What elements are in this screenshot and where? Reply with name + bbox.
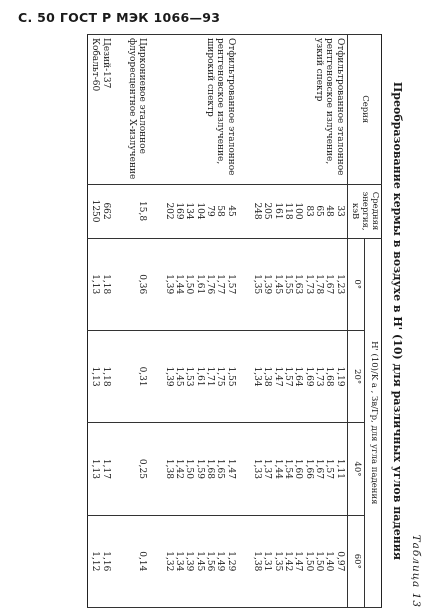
- col-header-angle-40: 40°: [347, 423, 364, 515]
- series-cell: Отфильтрованное эталонное рентгеновское излучение, широкий спектр: [161, 35, 237, 185]
- energy-cell: 15,8: [125, 184, 150, 238]
- value-cell-0: 0,36: [125, 238, 150, 330]
- col-header-group: H' (10)/K а , Зв/Гр, для угла падения: [364, 238, 381, 607]
- value-cell-0: 1,18 1,13: [87, 238, 112, 330]
- energy-cell: 33 48 65 83 100 118 161 205 248: [250, 184, 348, 238]
- table-row: [161, 35, 237, 608]
- series-cell: Отфильтрованное эталонное рентгеновское излучение, узкий спектр: [250, 35, 348, 185]
- table-row: [87, 35, 112, 608]
- rotated-table-block: [12, 34, 424, 608]
- col-header-angle-0: 0°: [347, 238, 364, 330]
- page-header: С. 50 ГОСТ Р МЭК 1066—93: [18, 10, 221, 25]
- table-title: Преобразование кермы в воздухе в H' (10) для различных углов падения: [391, 81, 404, 561]
- col-header-angle-20: 20°: [347, 330, 364, 422]
- value-cell-20: 1,19 1,68 1,73 1,69 1,64 1,57 1,47 1,38 1,34: [250, 330, 348, 422]
- series-cell: Цезий-137 Кобальт-60: [87, 35, 112, 185]
- spacer-row: [238, 35, 250, 608]
- value-cell-20: 0,31: [125, 330, 150, 422]
- table-row: [125, 35, 150, 608]
- series-cell: Циркониевое эталонное флуоресцентное Х-излучение: [125, 35, 150, 185]
- spacer-row: [149, 35, 161, 608]
- value-cell-0: 1,23 1,67 1,78 1,73 1,63 1,55 1,45 1,39 1,35: [250, 238, 348, 330]
- value-cell-0: 1,57 1,77 1,76 1,61 1,50 1,44 1,39: [161, 238, 237, 330]
- value-cell-20: 1,55 1,75 1,71 1,61 1,53 1,45 1,39: [161, 330, 237, 422]
- value-cell-60: 1,29 1,49 1,56 1,45 1,39 1,34 1,32: [161, 515, 237, 607]
- conversion-table: [87, 34, 382, 608]
- col-header-energy: Средняя энергия, кэВ: [347, 184, 381, 238]
- energy-cell: 45 58 79 104 134 169 202: [161, 184, 237, 238]
- value-cell-40: 1,11 1,57 1,67 1,66 1,60 1,54 1,44 1,37 1,33: [250, 423, 348, 515]
- value-cell-40: 1,47 1,65 1,68 1,59 1,50 1,42 1,38: [161, 423, 237, 515]
- value-cell-60: 0,97 1,40 1,50 1,50 1,47 1,42 1,35 1,31 1,38: [250, 515, 348, 607]
- table-number: Таблица 13: [410, 534, 422, 608]
- energy-cell: 662 1250: [87, 184, 112, 238]
- col-header-series: Серия: [347, 35, 381, 185]
- value-cell-60: 1,16 1,12: [87, 515, 112, 607]
- col-header-angle-60: 60°: [347, 515, 364, 607]
- table-row: [250, 35, 348, 608]
- value-cell-20: 1,18 1,13: [87, 330, 112, 422]
- value-cell-40: 0,25: [125, 423, 150, 515]
- value-cell-40: 1,17 1,13: [87, 423, 112, 515]
- spacer-row: [113, 35, 125, 608]
- value-cell-60: 0,14: [125, 515, 150, 607]
